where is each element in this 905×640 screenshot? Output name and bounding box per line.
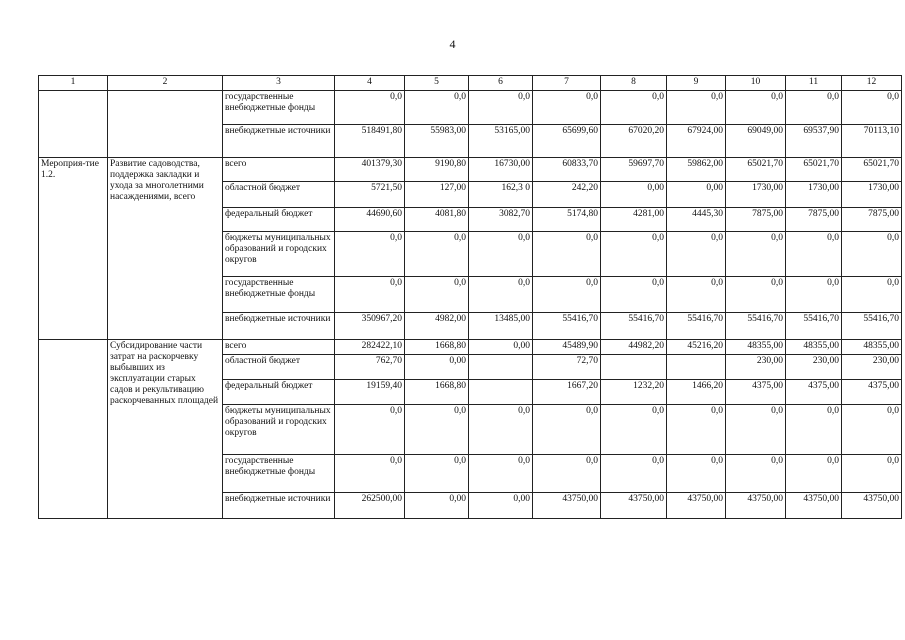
column-header: 6 [469, 76, 533, 91]
value-cell: 43750,00 [726, 493, 786, 519]
value-cell: 0,0 [786, 91, 842, 125]
funding-source-cell: государственные внебюджетные фонды [223, 91, 335, 125]
header-row [39, 76, 902, 91]
value-cell: 43750,00 [533, 493, 601, 519]
funding-source-cell: внебюджетные источники [223, 493, 335, 519]
value-cell: 0,0 [667, 232, 726, 277]
value-cell: 19159,40 [335, 380, 405, 405]
value-cell: 0,0 [786, 455, 842, 493]
column-header: 10 [726, 76, 786, 91]
value-cell: 65699,60 [533, 125, 601, 158]
funding-source-cell: федеральный бюджет [223, 208, 335, 232]
value-cell: 0,0 [726, 277, 786, 313]
value-cell: 0,00 [469, 340, 533, 355]
funding-source-cell: бюджеты муниципальных образований и городских округов [223, 232, 335, 277]
value-cell: 9190,80 [405, 158, 469, 182]
value-cell: 0,0 [786, 277, 842, 313]
value-cell: 1232,20 [601, 380, 667, 405]
value-cell: 0,0 [667, 277, 726, 313]
value-cell: 65021,70 [842, 158, 902, 182]
value-cell [601, 355, 667, 380]
value-cell: 0,0 [601, 277, 667, 313]
value-cell: 0,0 [726, 91, 786, 125]
value-cell: 230,00 [726, 355, 786, 380]
page-number: 4 [449, 37, 456, 51]
value-cell: 55416,70 [667, 313, 726, 340]
value-cell: 3082,70 [469, 208, 533, 232]
value-cell: 0,0 [601, 232, 667, 277]
value-cell: 7875,00 [842, 208, 902, 232]
value-cell: 43750,00 [786, 493, 842, 519]
value-cell: 0,0 [335, 232, 405, 277]
value-cell: 0,0 [786, 405, 842, 455]
table-row [39, 91, 902, 125]
value-cell [469, 380, 533, 405]
value-cell: 242,20 [533, 182, 601, 208]
funding-source-cell: государственные внебюджетные фонды [223, 277, 335, 313]
value-cell: 0,0 [335, 277, 405, 313]
value-cell: 0,0 [405, 277, 469, 313]
value-cell: 0,0 [405, 232, 469, 277]
funding-source-cell: всего [223, 158, 335, 182]
value-cell: 48355,00 [726, 340, 786, 355]
value-cell: 55416,70 [786, 313, 842, 340]
value-cell: 69049,00 [726, 125, 786, 158]
funding-source-cell: всего [223, 340, 335, 355]
value-cell: 0,0 [469, 91, 533, 125]
value-cell: 0,0 [842, 455, 902, 493]
value-cell: 69537,90 [786, 125, 842, 158]
value-cell: 0,0 [533, 455, 601, 493]
value-cell: 0,0 [335, 405, 405, 455]
table-row [39, 340, 902, 355]
value-cell: 7875,00 [786, 208, 842, 232]
value-cell: 5174,80 [533, 208, 601, 232]
value-cell: 230,00 [786, 355, 842, 380]
value-cell: 0,0 [842, 405, 902, 455]
value-cell: 762,70 [335, 355, 405, 380]
value-cell: 0,0 [726, 455, 786, 493]
value-cell: 0,0 [842, 91, 902, 125]
value-cell: 230,00 [842, 355, 902, 380]
value-cell: 55416,70 [842, 313, 902, 340]
value-cell: 262500,00 [335, 493, 405, 519]
column-header: 1 [39, 76, 108, 91]
table-row [39, 158, 902, 182]
value-cell: 518491,80 [335, 125, 405, 158]
value-cell: 0,0 [335, 455, 405, 493]
value-cell: 1466,20 [667, 380, 726, 405]
value-cell: 0,0 [469, 405, 533, 455]
value-cell: 0,0 [726, 232, 786, 277]
value-cell: 48355,00 [842, 340, 902, 355]
value-cell: 0,0 [469, 277, 533, 313]
value-cell: 1668,80 [405, 340, 469, 355]
value-cell: 350967,20 [335, 313, 405, 340]
column-header: 5 [405, 76, 469, 91]
value-cell: 0,0 [601, 405, 667, 455]
value-cell: 0,0 [533, 232, 601, 277]
value-cell: 43750,00 [601, 493, 667, 519]
funding-source-cell: государственные внебюджетные фонды [223, 455, 335, 493]
value-cell [667, 355, 726, 380]
value-cell: 0,0 [533, 277, 601, 313]
value-cell: 67020,20 [601, 125, 667, 158]
value-cell [469, 355, 533, 380]
value-cell: 1668,80 [405, 380, 469, 405]
value-cell: 0,0 [533, 91, 601, 125]
column-header: 8 [601, 76, 667, 91]
column-header: 9 [667, 76, 726, 91]
column-header: 3 [223, 76, 335, 91]
value-cell: 43750,00 [667, 493, 726, 519]
value-cell: 43750,00 [842, 493, 902, 519]
value-cell: 0,0 [335, 91, 405, 125]
value-cell: 1730,00 [726, 182, 786, 208]
value-cell: 0,0 [601, 91, 667, 125]
value-cell: 127,00 [405, 182, 469, 208]
value-cell: 0,00 [405, 493, 469, 519]
value-cell: 0,0 [667, 91, 726, 125]
value-cell: 0,0 [842, 277, 902, 313]
value-cell: 1667,20 [533, 380, 601, 405]
value-cell: 16730,00 [469, 158, 533, 182]
value-cell: 55416,70 [601, 313, 667, 340]
value-cell: 0,0 [786, 232, 842, 277]
value-cell: 60833,70 [533, 158, 601, 182]
activity-name-cell: Субсидирование части затрат на раскорчевку выбывших из эксплуатации старых садов и рекультивацию раскорчеванных площадей [108, 340, 223, 519]
value-cell: 44982,20 [601, 340, 667, 355]
value-cell: 13485,00 [469, 313, 533, 340]
value-cell: 55983,00 [405, 125, 469, 158]
value-cell: 0,0 [601, 455, 667, 493]
value-cell: 53165,00 [469, 125, 533, 158]
value-cell: 4445,30 [667, 208, 726, 232]
column-header: 4 [335, 76, 405, 91]
activity-number-cell [39, 91, 108, 158]
value-cell: 0,00 [601, 182, 667, 208]
value-cell: 0,0 [469, 455, 533, 493]
column-header: 12 [842, 76, 902, 91]
value-cell: 282422,10 [335, 340, 405, 355]
funding-source-cell: бюджеты муниципальных образований и городских округов [223, 405, 335, 455]
value-cell: 55416,70 [726, 313, 786, 340]
value-cell: 72,70 [533, 355, 601, 380]
value-cell: 0,0 [405, 91, 469, 125]
activity-number-cell: Мероприя-тие 1.2. [39, 158, 108, 340]
value-cell: 0,0 [726, 405, 786, 455]
value-cell: 59697,70 [601, 158, 667, 182]
value-cell: 4375,00 [842, 380, 902, 405]
funding-source-cell: внебюджетные источники [223, 125, 335, 158]
funding-source-cell: внебюджетные источники [223, 313, 335, 340]
value-cell: 45489,90 [533, 340, 601, 355]
value-cell: 4982,00 [405, 313, 469, 340]
value-cell: 65021,70 [786, 158, 842, 182]
budget-table [38, 75, 902, 519]
value-cell: 0,0 [667, 455, 726, 493]
value-cell: 44690,60 [335, 208, 405, 232]
value-cell: 4081,80 [405, 208, 469, 232]
value-cell: 0,00 [405, 355, 469, 380]
value-cell: 0,00 [667, 182, 726, 208]
value-cell: 55416,70 [533, 313, 601, 340]
column-header: 7 [533, 76, 601, 91]
value-cell: 4281,00 [601, 208, 667, 232]
column-header: 2 [108, 76, 223, 91]
value-cell: 5721,50 [335, 182, 405, 208]
value-cell: 0,0 [469, 232, 533, 277]
value-cell: 67924,00 [667, 125, 726, 158]
column-header: 11 [786, 76, 842, 91]
activity-name-cell [108, 91, 223, 158]
value-cell: 1730,00 [786, 182, 842, 208]
value-cell: 0,0 [405, 455, 469, 493]
value-cell: 45216,20 [667, 340, 726, 355]
value-cell: 0,0 [842, 232, 902, 277]
value-cell: 0,0 [533, 405, 601, 455]
value-cell: 4375,00 [786, 380, 842, 405]
value-cell: 0,00 [469, 493, 533, 519]
value-cell: 4375,00 [726, 380, 786, 405]
value-cell: 7875,00 [726, 208, 786, 232]
value-cell: 65021,70 [726, 158, 786, 182]
activity-name-cell: Развитие садоводства, поддержка закладки и ухода за многолетними насаждениями, всего [108, 158, 223, 340]
value-cell: 1730,00 [842, 182, 902, 208]
funding-source-cell: областной бюджет [223, 182, 335, 208]
value-cell: 70113,10 [842, 125, 902, 158]
value-cell: 0,0 [405, 405, 469, 455]
value-cell: 59862,00 [667, 158, 726, 182]
value-cell: 0,0 [667, 405, 726, 455]
funding-source-cell: федеральный бюджет [223, 380, 335, 405]
value-cell: 162,3 0 [469, 182, 533, 208]
funding-source-cell: областной бюджет [223, 355, 335, 380]
activity-number-cell [39, 340, 108, 519]
value-cell: 401379,30 [335, 158, 405, 182]
value-cell: 48355,00 [786, 340, 842, 355]
